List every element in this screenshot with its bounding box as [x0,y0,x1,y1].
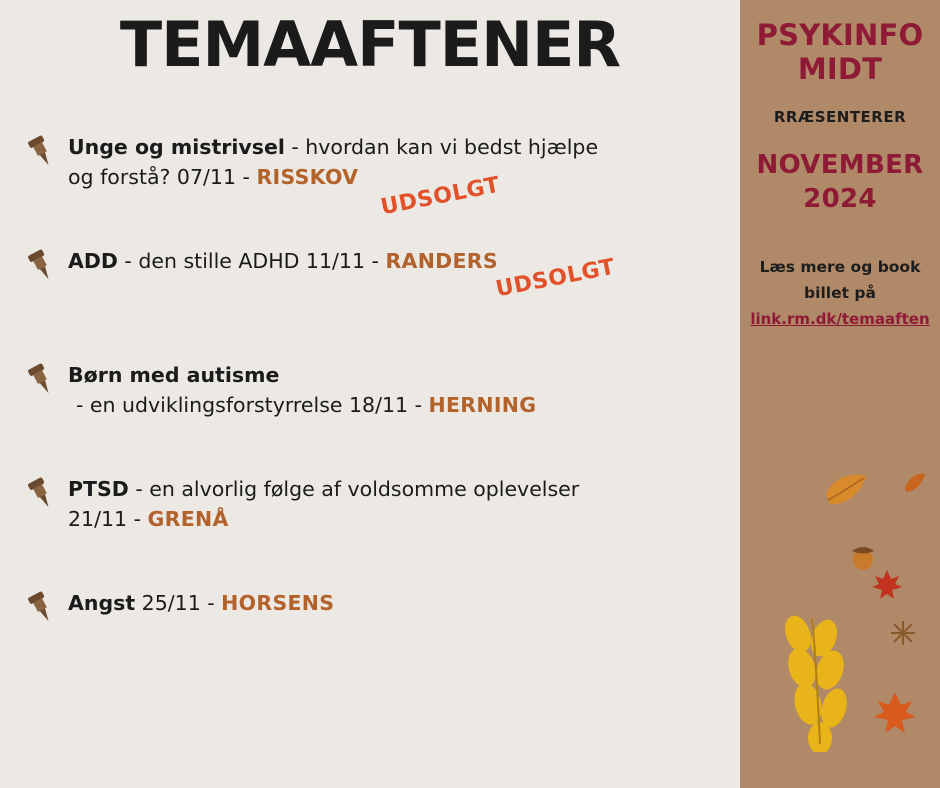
year-label: 2024 [803,184,877,214]
event-text [68,132,730,192]
leaf-icon [822,470,870,515]
event-city: RISSKOV [256,165,359,189]
event-date: 25/11 - [135,591,222,615]
event-desc: - en udviklingsforstyrrelse 18/11 - [76,393,429,417]
brand-line-2: MIDT [797,52,883,86]
event-city: HORSENS [221,591,335,615]
month-label: NOVEMBER [756,150,924,180]
brand-line-1: PSYKINFO [756,18,924,52]
pushpin-icon [24,362,58,396]
booking-link[interactable]: link.rm.dk/temaaften [750,310,930,328]
event-title: Børn med autisme [68,363,280,387]
event-title: PTSD [68,477,129,501]
event-title: ADD [68,249,118,273]
poster-sidebar [740,0,940,788]
status-badge: UDSOLGT [378,172,503,221]
booking-line-1: Læs mere og book [759,258,921,276]
pushpin-icon [24,476,58,510]
maple-leaf-icon [870,568,904,607]
list-item [0,360,740,422]
event-date: 21/11 - [68,507,148,531]
brand-name [740,18,940,86]
event-desc: - en alvorlig følge af voldsomme oplevelser [128,477,580,501]
event-title: Angst [68,591,136,615]
event-city: HERNING [428,393,537,417]
event-text [68,246,730,276]
maple-leaf-icon [872,690,918,741]
list-item [0,588,740,650]
compound-leaf-icon [772,612,864,757]
event-title: Unge og mistrivsel [68,135,285,159]
list-item [0,474,740,536]
event-city: GRENÅ [147,507,229,531]
status-badge: UDSOLGT [493,254,618,303]
pushpin-icon [24,248,58,282]
event-text [68,474,730,534]
event-desc: - hvordan kan vi bedst hjælpe [284,135,599,159]
event-city: RANDERS [385,249,498,273]
date-block [740,148,940,216]
pushpin-icon [24,590,58,624]
list-item [0,132,740,221]
pushpin-icon [24,134,58,168]
presents-label: RRÆSENTERER [773,108,907,126]
event-list [0,132,740,702]
page-title: TEMAAFTENER [119,8,621,81]
event-date: og forstå? 07/11 - [68,165,257,189]
leaf-icon [902,470,928,501]
event-text [68,588,730,618]
event-text [68,360,730,420]
star-anise-icon [890,620,916,651]
booking-info [740,254,940,332]
event-desc: - den stille ADHD 11/11 - [117,249,386,273]
booking-line-2: billet på [804,284,876,302]
list-item [0,246,740,308]
